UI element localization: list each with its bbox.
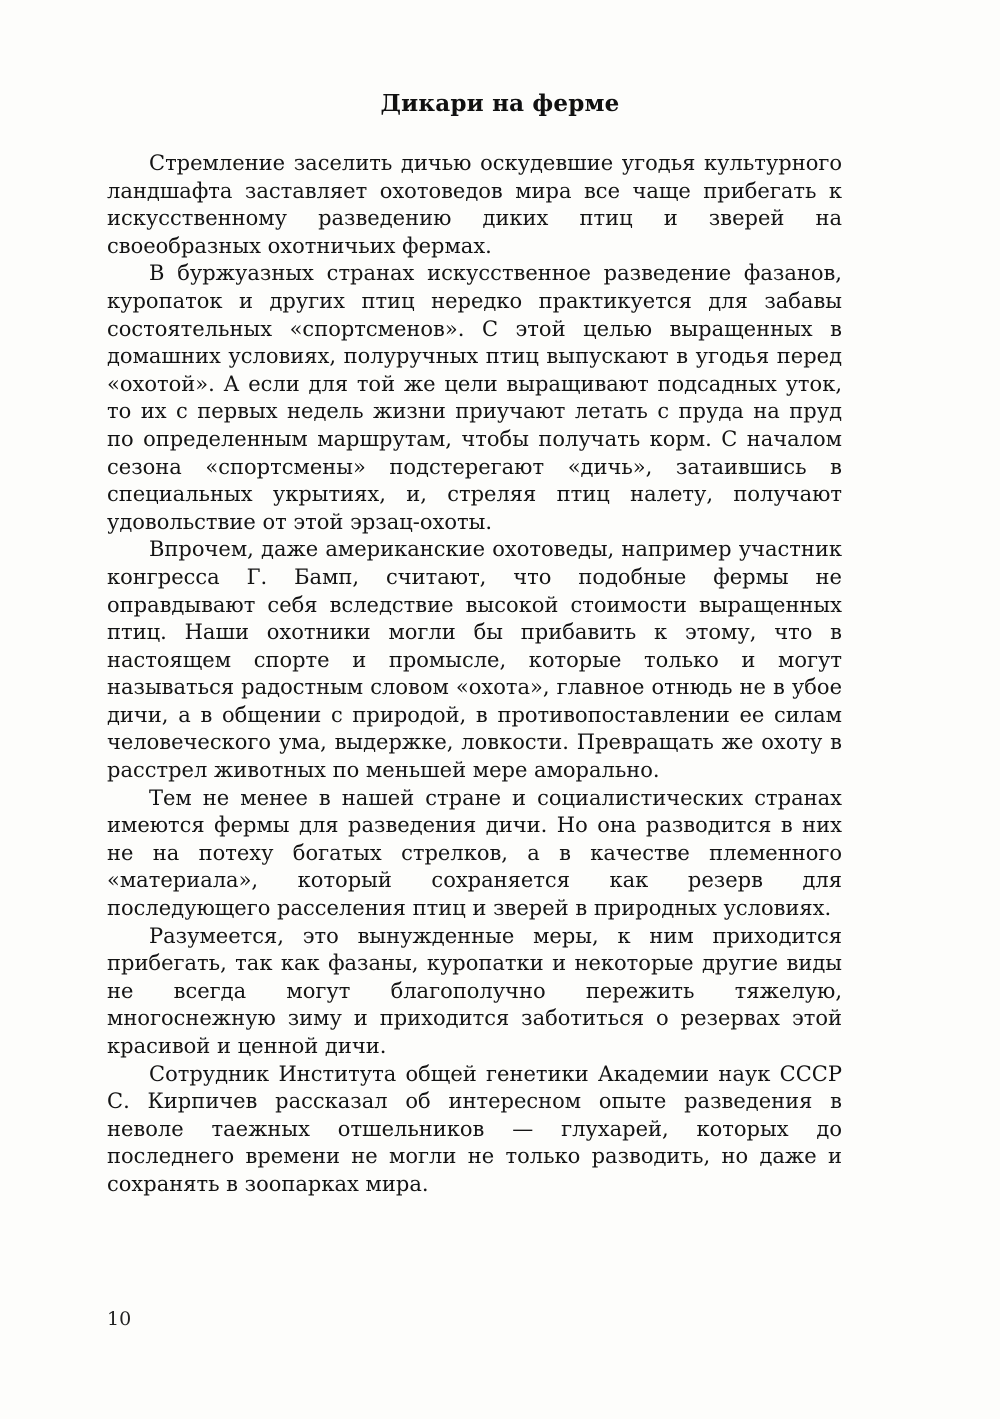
paragraph-2: В буржуазных странах искусственное разведение фазанов, куропаток и других птиц нередко практикуется для забавы состоятельных «спортсменов». С этой целью выращенных в домашних условиях, полуручных птиц выпускают в угодья перед «охотой». А если для той же цели выращивают подсадных уток, то их с первых недель жизни приучают летать с пруда на пруд по определенным маршрутам, чтобы получать корм. С началом сезона «спортсмены» подстерегают «дичь», затаившись в специальных укрытиях, и, стреляя птиц налету, получают удовольствие от этой эрзац-охоты. — [107, 261, 842, 534]
body-text — [107, 150, 842, 1199]
paragraph-4: Тем не менее в нашей стране и социалистических странах имеются фермы для разведения дичи. Но она разводится в них не на потеху богатых стрелков, а в качестве племенного «материала», который сохраняется как резерв для последующего расселения птиц и зверей в природных условиях. — [107, 785, 842, 921]
chapter-title: Дикари на ферме — [380, 90, 620, 117]
paragraph-6: Сотрудник Института общей генетики Академии наук СССР С. Кирпичев рассказал об интересном опыте разведения в неволе таежных отшельников — глухарей, которых до последнего времени не могли не только разводить, но даже и сохранять в зоопарках мира. — [107, 1061, 842, 1196]
paragraph-5: Разумеется, это вынужденные меры, к ним приходится прибегать, так как фазаны, куропатки и некоторые другие виды не всегда могут благополучно пережить тяжелую, многоснежную зиму и приходится заботиться о резервах этой красивой и ценной дичи. — [107, 923, 842, 1058]
paragraph-3: Впрочем, даже американские охотоведы, например участник конгресса Г. Бамп, считают, что подобные фермы не оправдывают себя вследствие высокой стоимости выращенных птиц. Наши охотники могли бы прибавить к этому, что в настоящем спорте и промысле, которые только и могут называться радостным словом «охота», главное отнюдь не в убое дичи, а в общении с природой, в противопоставлении ее силам человеческого ума, выдержке, ловкости. Превращать же охоту в расстрел животных по меньшей мере аморально. — [107, 537, 842, 783]
paragraph-1: Стремление заселить дичью оскудевшие угодья культурного ландшафта заставляет охотоведов мира все чаще прибегать к искусственному разведению диких птиц и зверей на своеобразных охотничьих фермах. — [107, 151, 842, 258]
page-number: 10 — [107, 1308, 132, 1330]
